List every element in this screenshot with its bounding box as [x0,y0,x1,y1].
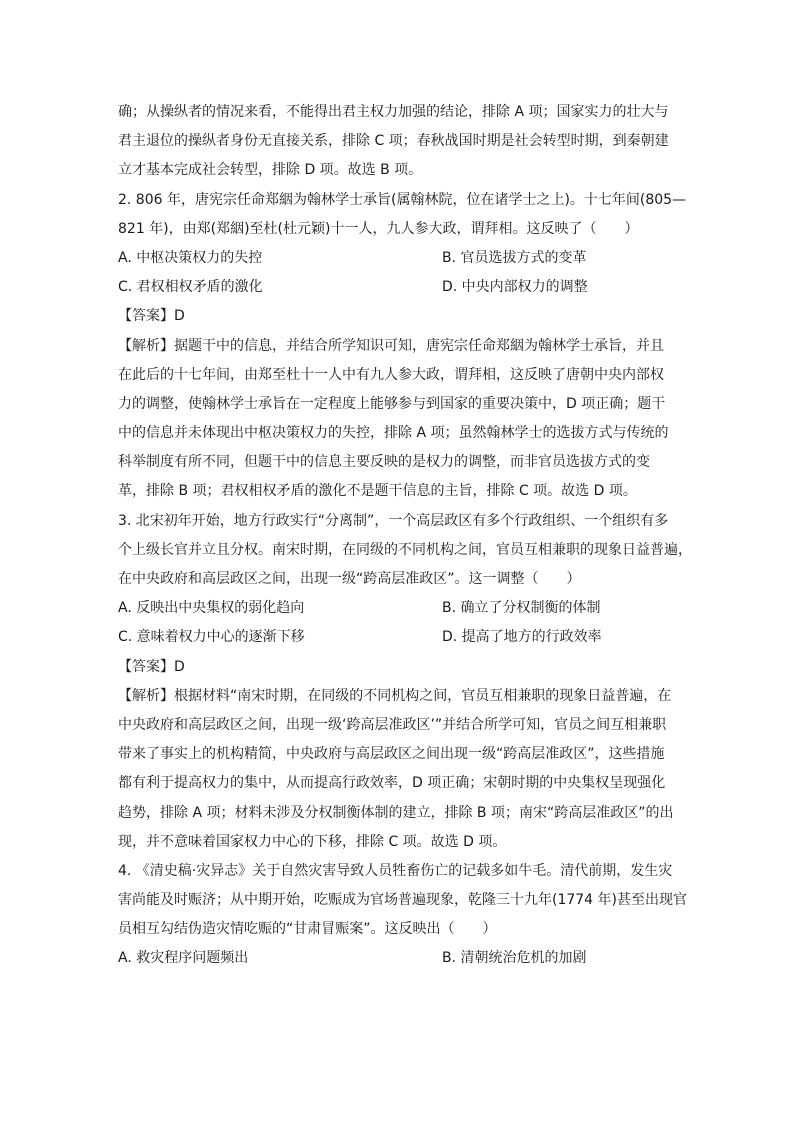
analysis-line: 革，排除 B 项；君权相权矛盾的激化不是题干信息的主旨，排除 C 项。故选 D 项。 [118,483,637,500]
question-stem-line: 员相互勾结伪造灾情吃赈的“甘肃冒赈案”。这反映出（ ） [118,921,497,938]
option-a: A. 救灾程序问题频出 [118,950,249,967]
question-3 [118,507,692,857]
analysis-line: 带来了事实上的机构精简，中央政府与高层政区之间出现一级“跨高层准政区”，这些措施 [118,746,665,763]
option-row [118,244,680,273]
document-page [118,98,692,974]
analysis-line: 力的调整，使翰林学士承旨在一定程度上能够参与到国家的重要决策中，D 项正确；题干 [118,395,666,412]
answer-label: 【答案】D [118,308,185,325]
analysis-line: 现，并不意味着国家权力中心的下移，排除 C 项。故选 D 项。 [118,833,507,850]
option-row [118,623,680,652]
question-2 [118,186,687,507]
analysis-line: 科举制度有所不同，但题干中的信息主要反映的是权力的调整，而非官员选拔方式的变 [118,454,650,471]
analysis-line: 中央政府和高层政区之间，出现一级‘跨高层准政区’”并结合所学可知，官员之间互相兼职 [118,716,667,733]
option-b: B. 确立了分权制衡的体制 [442,600,601,617]
option-d: D. 中央内部权力的调整 [442,279,588,296]
question-stem-line: 4. 《清史稿·灾异志》关于自然灾害导致人员牲畜伤亡的记载多如牛毛。清代前期，发生灾 [118,862,673,879]
option-a: A. 中枢决策权力的失控 [118,249,263,266]
analysis-line: 都有利于提高权力的集中，从而提高行政效率，D 项正确；宋朝时期的中央集权呈现强化 [118,775,666,792]
analysis-line: 【解析】据题干中的信息，并结合所学知识可知，唐宪宗任命郑絪为翰林学士承旨，并且 [118,337,664,354]
option-row [118,944,680,973]
question-stem-line: 在中央政府和高层政区之间，出现一级“跨高层准政区”。这一调整（ ） [118,571,581,587]
question-stem-line: 2. 806 年，唐宪宗任命郑絪为翰林学士承旨(属翰林院，位在诸学士之上)。十七年间(805— [118,191,687,208]
analysis-line: 中的信息并未体现出中枢决策权力的失控，排除 A 项；虽然翰林学士的选拔方式与传统的 [118,425,669,442]
option-b: B. 官员选拔方式的变革 [442,249,587,266]
answer-label: 【答案】D [118,658,185,675]
option-d: D. 提高了地方的行政效率 [442,629,602,646]
analysis-line: 【解析】根据材料“南宋时期，在同级的不同机构之间，官员互相兼职的现象日益普遍，在 [118,687,672,704]
option-c: C. 君权相权矛盾的激化 [118,279,263,296]
option-row [118,594,680,623]
question-stem-line: 害尚能及时赈济；从中期开始，吃赈成为官场普遍现象，乾隆三十九年(1774 年)甚至出现官 [118,892,688,909]
question-4 [118,857,688,974]
analysis-paragraph [118,682,680,857]
text-line: 确；从操纵者的情况来看，不能得出君主权力加强的结论，排除 A 项；国家实力的壮大与 [118,104,669,120]
analysis-line: 趋势，排除 A 项；材料未涉及分权制衡体制的建立，排除 B 项；南宋“跨高层准政区”的出 [118,804,674,821]
analysis-paragraph [118,332,680,507]
option-b: B. 清朝统治危机的加剧 [442,950,587,967]
analysis-line: 在此后的十七年间，由郑至杜十一人中有九人参大政，谓拜相，这反映了唐朝中央内部权 [118,366,664,383]
question-stem-line: 个上级长官并立且分权。南宋时期，在同级的不同机构之间，官员互相兼职的现象日益普遍， [118,541,692,558]
option-a: A. 反映出中央集权的弱化趋向 [118,600,305,617]
option-row [118,273,680,302]
text-line: 君主退位的操纵者身份无直接关系，排除 C 项；春秋战国时期是社会转型时期，到秦朝建 [118,133,669,150]
text-line: 立才基本完成社会转型，排除 D 项。故选 B 项。 [118,162,423,179]
intro-paragraph [118,98,680,186]
option-c: C. 意味着权力中心的逐渐下移 [118,629,305,646]
question-stem-line: 821 年)，由郑(郑絪)至杜(杜元颖)十一人，九人参大政，谓拜相。这反映了（ ） [118,220,639,237]
question-stem-line: 3. 北宋初年开始，地方行政实行“分离制”，一个高层政区有多个行政组织、一个组织有多 [118,512,669,529]
